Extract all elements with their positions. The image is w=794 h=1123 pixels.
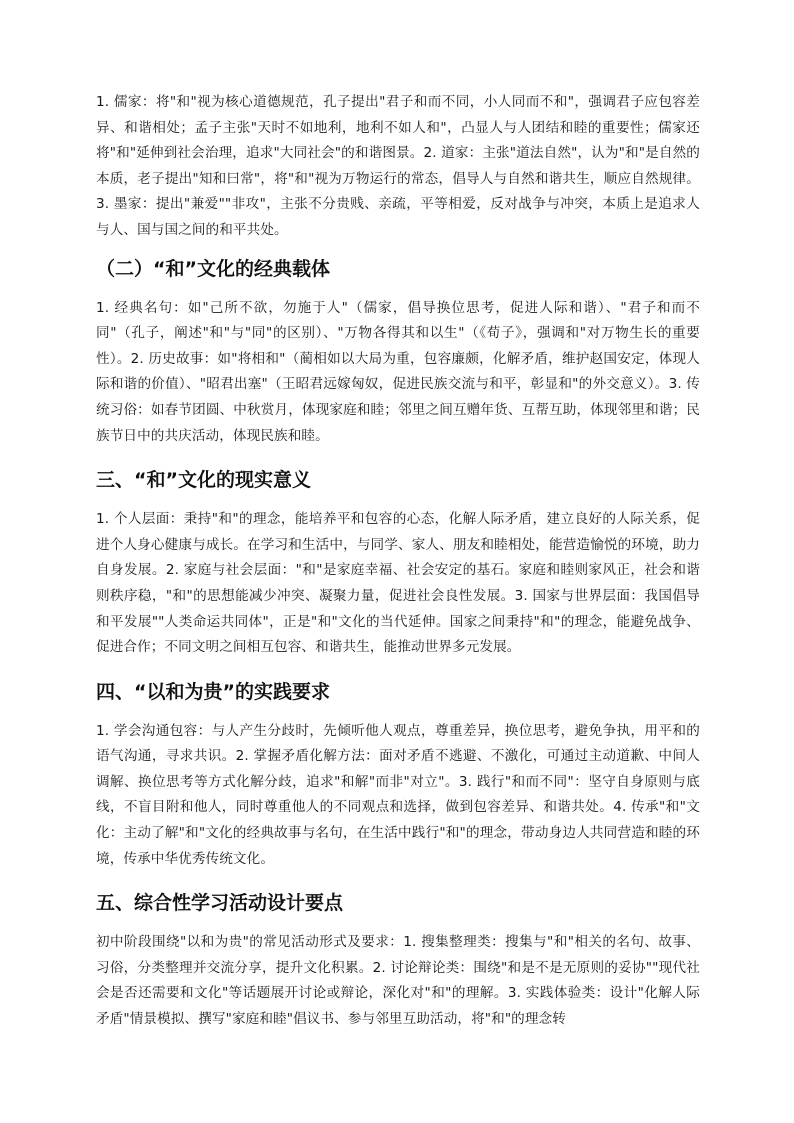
paragraph-practice-requirements: 1. 学会沟通包容：与人产生分歧时，先倾听他人观点，尊重差异，换位思考，避免争执，用平和的语气沟通，寻求共识。2. 掌握矛盾化解方法：面对矛盾不逃避、不激化，可通过主动道歉、中间人调解、换位思考等方式化解分歧，追求"和解"而非"对立"。3. 践行"和而不同"：坚守自身原则与底线，不盲目附和他人，同时尊重他人的不同观点和选择，做到包容差异、和谐共处。4. 传承"和"文化：主动了解"和"文化的经典故事与名句，在生活中践行"和"的理念，带动身边人共同营造和睦的环境，传承中华优秀传统文化。	[96, 722, 700, 867]
section-heading-realistic-significance: 三、“和”文化的现实意义	[96, 469, 311, 492]
paragraph-classic-carriers: 1. 经典名句：如"己所不欲，勿施于人"（儒家，倡导换位思考，促进人际和谐）、"君子和而不同"（孔子，阐述"和"与"同"的区别）、"万物各得其和以生"（《荀子》，强调和"对万物生长的重要性）。2. 历史故事：如"将相和"（蔺相如以大局为重，包容廉颇，化解矛盾，维护赵国安定，体现人际和谐的价值）、"昭君出塞"（王昭君远嫁匈奴，促进民族交流与和平，彰显和"的外交意义）。3. 传统习俗：如春节团圆、中秋赏月，体现家庭和睦；邻里之间互赠年货、互帮互助，体现邻里和谐；民族节日中的共庆活动，体现民族和睦。	[96, 299, 700, 444]
section-heading-activity-design: 五、综合性学习活动设计要点	[96, 892, 344, 915]
paragraph-realistic-significance: 1. 个人层面：秉持"和"的理念，能培养平和包容的心态，化解人际矛盾，建立良好的人际关系，促进个人身心健康与成长。在学习和生活中，与同学、家人、朋友和睦相处，能营造愉悦的环境，助力自身发展。2. 家庭与社会层面："和"是家庭幸福、社会安定的基石。家庭和睦则家风正，社会和谐则秩序稳，"和"的思想能减少冲突、凝聚力量，促进社会良性发展。3. 国家与世界层面：我国倡导和平发展""人类命运共同体"，正是"和"文化的当代延伸。国家之间秉持"和"的理念，能避免战争、促进合作；不同文明之间相互包容、和谐共生，能推动世界多元发展。	[96, 511, 700, 656]
section-heading-classic-carriers: （二）“和”文化的经典载体	[96, 257, 330, 280]
paragraph-schools-of-thought: 1. 儒家：将"和"视为核心道德规范，孔子提出"君子和而不同，小人同而不和"，强调君子应包容差异、和谐相处；孟子主张"天时不如地利，地利不如人和"，凸显人与人团结和睦的重要性；儒家还将"和"延伸到社会治理，追求"大同社会"的和谐图景。2. 道家：主张"道法自然"，认为"和"是自然的本质，老子提出"知和曰常"，将"和"视为万物运行的常态，倡导人与自然和谐共生，顺应自然规律。3. 墨家：提出"兼爱""非攻"，主张不分贵贱、亲疏，平等相爱，反对战争与冲突，本质上是追求人与人、国与国之间的和平共处。	[96, 94, 700, 238]
document-page	[96, 90, 700, 1033]
section-heading-practice-requirements: 四、“以和为贵”的实践要求	[96, 680, 330, 703]
paragraph-activity-design: 初中阶段围绕"以和为贵"的常见活动形式及要求：1. 搜集整理类：搜集与"和"相关的名句、故事、习俗，分类整理并交流分享，提升文化积累。2. 讨论辩论类：围绕"和是不是无原则的妥协""现代社会是否还需要和文化"等话题展开讨论或辩论，深化对"和"的理解。3. 实践体验类：设计"化解人际矛盾"情景模拟、撰写"家庭和睦"倡议书、参与邻里互助活动，将"和"的理念转	[96, 934, 700, 1028]
